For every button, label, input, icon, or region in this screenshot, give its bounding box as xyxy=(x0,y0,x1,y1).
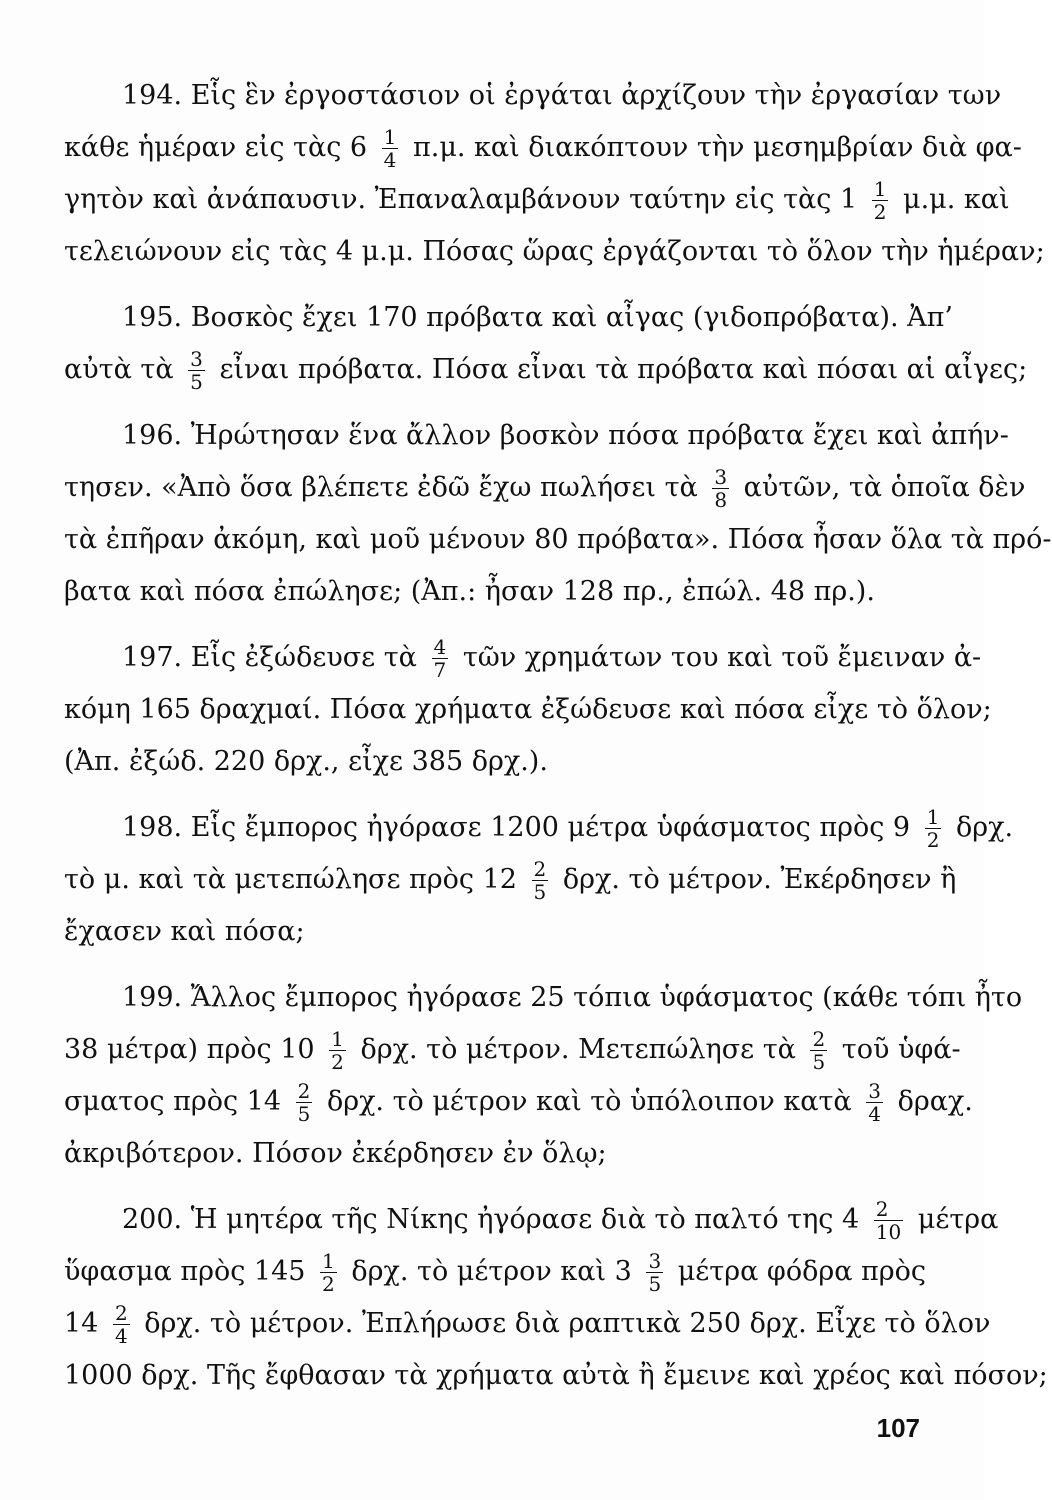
problem-5 xyxy=(64,972,1023,1180)
problem-4 xyxy=(64,802,1014,958)
text-run: τῶν χρημάτων του καὶ τοῦ ἔμειναν ἀ- xyxy=(454,642,982,673)
text-run: γητὸν καὶ ἀνάπαυσιν. Ἐπαναλαμβάνουν ταύτην εἰς τὰς 1 xyxy=(64,184,866,215)
fraction-denominator: 4 xyxy=(868,1102,881,1126)
fraction-numerator: 1 xyxy=(383,125,397,149)
text-line xyxy=(64,292,954,344)
text-run: κόμη 165 δραχμαί. Πόσα χρήματα ἐξώδευσε καὶ πόσα εἶχε τὸ ὅλον; xyxy=(64,694,992,725)
text-line xyxy=(64,1024,961,1076)
fraction-denominator: 5 xyxy=(648,1272,662,1296)
text-run: ἔχασεν καὶ πόσα; xyxy=(64,916,305,947)
text-line xyxy=(64,462,1026,514)
fraction-numerator: 3 xyxy=(714,465,728,489)
text-run: δρχ. τὸ μέτρον. Ἐπλήρωσε διὰ ραπτικὰ 250 δρχ. Εἶχε τὸ ὅλον xyxy=(135,1308,991,1339)
text-run: αὐτὰ τὰ xyxy=(64,354,183,385)
text-line xyxy=(64,854,957,906)
fraction-numerator: 1 xyxy=(331,1027,344,1051)
text-run: κάθε ἡμέραν εἰς τὰς 6 xyxy=(64,132,376,163)
text-line xyxy=(64,1128,922,1180)
text-run: δρχ. τὸ μέτρον καὶ 3 xyxy=(342,1256,641,1287)
problem-0 xyxy=(64,70,1045,278)
text-run: δρχ. τὸ μέτρον. Ἐκέρδησεν ἢ xyxy=(554,864,957,895)
text-run: ἀκριβότερον. Πόσον ἐκέρδησεν ἐν ὅλῳ; xyxy=(64,1138,607,1169)
fraction xyxy=(432,636,449,681)
text-line xyxy=(64,736,922,788)
text-line xyxy=(64,802,1014,854)
text-line xyxy=(64,1194,999,1246)
fraction-numerator: 2 xyxy=(533,857,547,881)
text-run: (Ἀπ. ἐξώδ. 220 δρχ., εἶχε 385 δρχ.). xyxy=(64,746,548,777)
fraction-numerator: 4 xyxy=(433,635,447,659)
text-run: 199. Ἄλλος ἔμπορος ἠγόρασε 25 τόπια ὑφάσματος (κάθε τόπι ἦτο xyxy=(122,982,1023,1013)
text-run: δρχ. τὸ μέτρον καὶ τὸ ὑπόλοιπον κατὰ xyxy=(318,1086,861,1117)
problem-3 xyxy=(64,632,992,788)
page-number: 107 xyxy=(876,1413,920,1443)
fraction-denominator: 5 xyxy=(812,1050,826,1074)
fraction-numerator: 2 xyxy=(114,1301,128,1325)
text-line xyxy=(64,684,992,736)
text-run: 38 μέτρα) πρὸς 10 xyxy=(64,1034,324,1065)
text-line xyxy=(64,174,1010,226)
fraction xyxy=(874,1198,903,1243)
text-line xyxy=(64,906,922,958)
text-line xyxy=(64,632,982,684)
fraction-denominator: 2 xyxy=(331,1050,344,1074)
fraction xyxy=(188,348,205,393)
text-run: βατα καὶ πόσα ἐπώλησε; (Ἀπ.: ἦσαν 128 πρ., ἐπώλ. 48 πρ.). xyxy=(64,576,875,607)
text-run: τὰ ἐπῆραν ἀκόμη, καὶ μοῦ μένουν 80 πρόβατα». Πόσα ἦσαν ὅλα τὰ πρό- xyxy=(64,524,1052,555)
fraction-numerator: 2 xyxy=(874,1198,903,1221)
fraction-denominator: 2 xyxy=(873,200,887,224)
text-line xyxy=(64,344,1028,396)
fraction xyxy=(810,1028,827,1073)
exercise-text xyxy=(64,70,1052,1416)
text-line xyxy=(64,514,1052,566)
fraction-numerator: 2 xyxy=(812,1027,826,1051)
text-line xyxy=(64,972,1023,1024)
text-run: δρχ. xyxy=(947,812,1014,843)
text-run: σματος πρὸς 14 xyxy=(64,1086,290,1117)
text-run: εἶναι πρόβατα. Πόσα εἶναι τὰ πρόβατα καὶ πόσαι αἱ αἶγες; xyxy=(210,354,1028,385)
fraction-numerator: 1 xyxy=(926,805,940,829)
text-run: δρχ. τὸ μέτρον. Μετεπώλησε τὰ xyxy=(351,1034,805,1065)
text-line xyxy=(64,226,1045,278)
text-run: 194. Εἷς ἓν ἐργοστάσιον οἱ ἐργάται ἀρχίζουν τὴν ἐργασίαν των xyxy=(122,80,1002,111)
fraction xyxy=(872,178,889,223)
text-run: τησεν. «Ἀπὸ ὅσα βλέπετε ἐδῶ ἔχω πωλήσει τὰ xyxy=(64,472,707,503)
text-run: 14 xyxy=(64,1308,107,1339)
text-run: ὕφασμα πρὸς 145 xyxy=(64,1256,315,1287)
fraction-denominator: 8 xyxy=(714,488,728,512)
text-line xyxy=(64,1298,991,1350)
text-line xyxy=(64,1350,1048,1402)
fraction xyxy=(320,1250,337,1295)
fraction-numerator: 3 xyxy=(868,1079,881,1103)
text-run: 200. Ἡ μητέρα τῆς Νίκης ἠγόρασε διὰ τὸ παλτό της 4 xyxy=(122,1204,868,1235)
text-run: τὸ μ. καὶ τὰ μετεπώλησε πρὸς 12 xyxy=(64,864,526,895)
text-run: 197. Εἷς ἐξώδευσε τὰ xyxy=(122,642,426,673)
fraction xyxy=(712,466,729,511)
problem-1 xyxy=(64,292,1028,396)
fraction xyxy=(646,1250,663,1295)
fraction xyxy=(382,126,399,171)
text-line xyxy=(64,566,922,618)
fraction xyxy=(532,858,549,903)
text-run: π.μ. καὶ διακόπτουν τὴν μεσημβρίαν διὰ φα- xyxy=(404,132,1022,163)
text-run: 1000 δρχ. Τῆς ἔφθασαν τὰ χρήματα αὐτὰ ἢ ἔμεινε καὶ χρέος καὶ πόσον; xyxy=(64,1360,1048,1391)
fraction-denominator: 5 xyxy=(190,370,203,394)
fraction-numerator: 3 xyxy=(648,1249,662,1273)
fraction-denominator: 7 xyxy=(433,658,447,682)
text-line xyxy=(64,70,1002,122)
text-run: μ.μ. καὶ xyxy=(894,184,1010,215)
fraction xyxy=(113,1302,130,1347)
text-run: τοῦ ὑφά- xyxy=(833,1034,961,1065)
fraction xyxy=(329,1028,346,1073)
fraction-denominator: 5 xyxy=(533,880,547,904)
fraction-numerator: 3 xyxy=(190,347,203,371)
text-line xyxy=(64,1246,927,1298)
text-run: μέτρα φόδρα πρὸς xyxy=(669,1256,927,1287)
text-line xyxy=(64,410,1009,462)
fraction-denominator: 4 xyxy=(114,1324,128,1348)
fraction xyxy=(866,1080,883,1125)
fraction-numerator: 1 xyxy=(322,1249,335,1273)
fraction-denominator: 2 xyxy=(322,1272,335,1296)
fraction xyxy=(296,1080,313,1125)
fraction-denominator: 2 xyxy=(926,828,940,852)
fraction-numerator: 1 xyxy=(873,177,887,201)
problem-6 xyxy=(64,1194,1048,1402)
text-run: αὐτῶν, τὰ ὁποῖα δὲν xyxy=(735,472,1026,503)
fraction-denominator: 4 xyxy=(383,148,397,172)
text-line xyxy=(64,122,1022,174)
fraction-numerator: 2 xyxy=(297,1079,311,1103)
fraction xyxy=(925,806,942,851)
text-run: 198. Εἷς ἔμπορος ἠγόρασε 1200 μέτρα ὑφάσματος πρὸς 9 xyxy=(122,812,919,843)
fraction-denominator: 10 xyxy=(875,1220,902,1244)
text-line xyxy=(64,1076,973,1128)
text-run: τελειώνουν εἰς τὰς 4 μ.μ. Πόσας ὥρας ἐργάζονται τὸ ὅλον τὴν ἡμέραν; xyxy=(64,236,1045,267)
problem-2 xyxy=(64,410,1052,618)
fraction-denominator: 5 xyxy=(297,1102,311,1126)
text-run: 196. Ἠρώτησαν ἕνα ἄλλον βοσκὸν πόσα πρόβατα ἔχει καὶ ἀπήν- xyxy=(122,420,1009,451)
text-run: δραχ. xyxy=(888,1086,973,1117)
text-run: 195. Βοσκὸς ἔχει 170 πρόβατα καὶ αἶγας (γιδοπρόβατα). Ἀπ’ xyxy=(122,302,954,333)
text-run: μέτρα xyxy=(909,1204,999,1235)
